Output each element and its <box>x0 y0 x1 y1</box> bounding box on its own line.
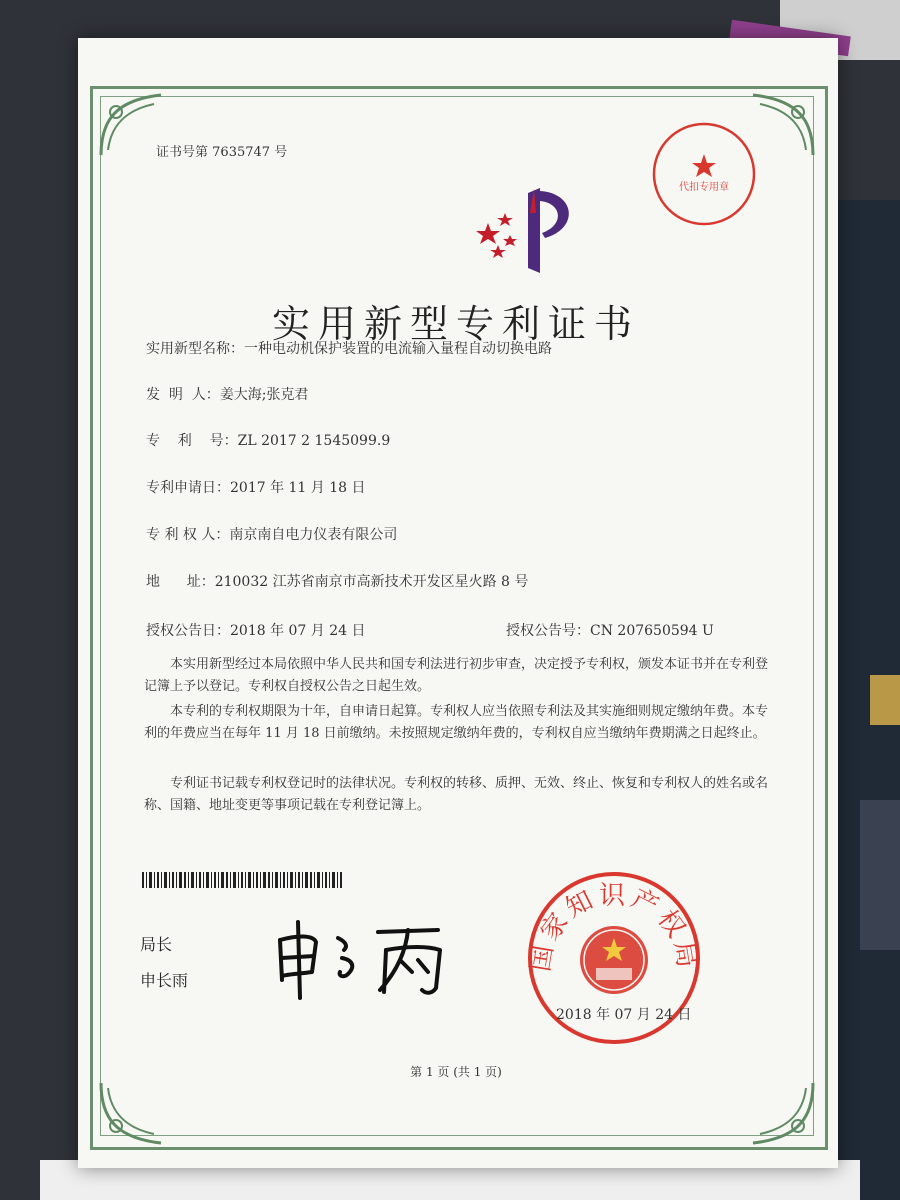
certificate-title: 实用新型专利证书 <box>271 302 640 346</box>
field-value: 姜大海;张克君 <box>219 387 309 403</box>
field-value: 一种电动机保护装置的电流输入量程自动切换电路 <box>244 341 552 357</box>
announcement-number-row <box>506 620 714 640</box>
certificate-number-label: 证书号第 <box>156 145 209 160</box>
patent-number-row <box>146 430 390 450</box>
certificate-sheet <box>78 38 838 1168</box>
field-value: 2017 年 11 月 18 日 <box>230 480 366 496</box>
small-seal-text: 代扣专用章 <box>679 182 729 193</box>
body-paragraph: 本实用新型经过本局依照中华人民共和国专利法进行初步审查，决定授予专利权，颁发本证书并在专利登记簿上予以登记。专利权自授权公告之日起生效。 <box>144 657 769 694</box>
field-value: 南京南自电力仪表有限公司 <box>229 527 398 543</box>
page-number: 第 1 页 (共 1 页) <box>410 1065 502 1079</box>
gold-emblem-fragment <box>870 675 900 725</box>
seal-date: 2018 年 07 月 24 日 <box>556 1007 692 1023</box>
field-label: 授权公告日： <box>146 623 230 639</box>
seal-text: 国家知识产权局 <box>525 881 703 974</box>
field-value: 210032 江苏省南京市高新技术开发区星火路 8 号 <box>214 574 529 590</box>
field-value: ZL 2017 2 1545099.9 <box>237 433 391 449</box>
field-label: 专利申请日： <box>146 480 230 496</box>
inventor-row <box>146 384 309 404</box>
announcement-date-row <box>146 620 366 640</box>
filing-date-row <box>146 477 366 497</box>
patentee-row <box>146 524 397 544</box>
body-paragraph: 专利证书记载专利权登记时的法律状况。专利权的转移、质押、无效、终止、恢复和专利权人的姓名或名称、国籍、地址变更等事项记载在专利登记簿上。 <box>144 776 769 813</box>
background-fragment <box>860 800 900 950</box>
field-value: CN 207650594 U <box>590 623 714 639</box>
payment-seal-stamp <box>648 118 760 230</box>
field-label: 专 利 号： <box>146 433 238 449</box>
field-label: 地 址： <box>146 574 215 590</box>
certificate-number <box>156 141 287 160</box>
director-signature <box>268 910 468 1000</box>
field-value: 2018 年 07 月 24 日 <box>230 623 366 639</box>
director-title: 局长 <box>140 935 173 954</box>
barcode-icon <box>142 872 342 888</box>
field-label: 发 明 人： <box>146 387 220 403</box>
body-paragraph: 本专利的专利权期限为十年，自申请日起算。专利权人应当依照专利法及其实施细则规定缴纳年费。本专利的年费应当在每年 11 月 18 日前缴纳。未按照规定缴纳年费的，专利权自应当缴纳年费期满之日起终止。 <box>144 704 769 741</box>
corner-ornament-icon <box>748 1078 818 1148</box>
corner-ornament-icon <box>96 1078 166 1148</box>
utility-model-name-row <box>146 338 552 358</box>
field-label: 专 利 权 人： <box>146 527 230 543</box>
certificate-number-suffix: 号 <box>274 145 288 160</box>
address-row <box>146 571 528 591</box>
field-label: 授权公告号： <box>506 623 590 639</box>
patent-office-logo-icon <box>470 183 590 278</box>
field-label: 实用新型名称： <box>146 341 244 357</box>
certificate-number-value: 7635747 <box>212 145 271 160</box>
director-name: 申长雨 <box>140 971 189 990</box>
